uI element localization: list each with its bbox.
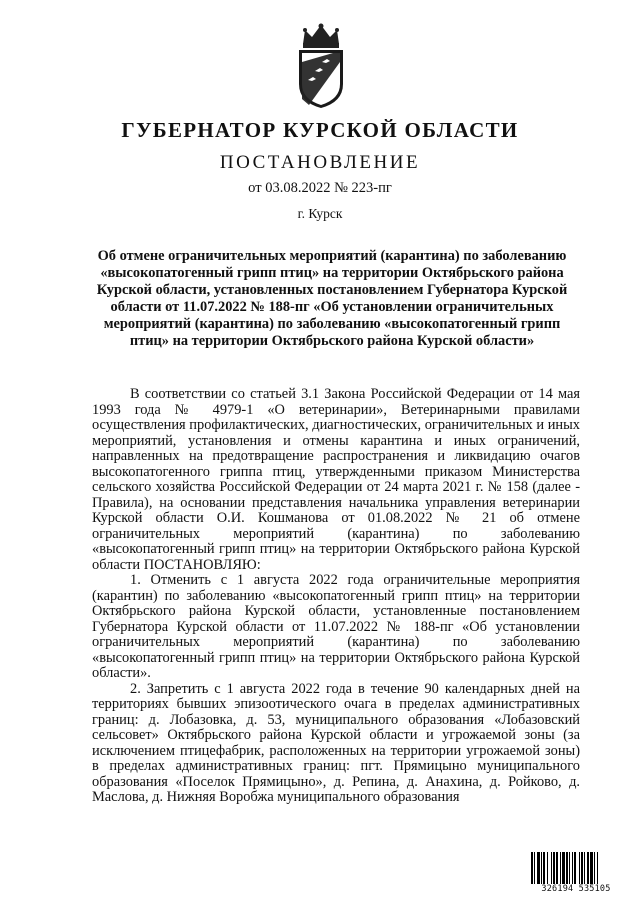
item-2-paragraph: 2. Запретить с 1 августа 2022 года в течение 90 календарных дней на территориях бывших эпизоотического очага в пределах административных границ: д. Лобазовка, д. 53, муниципального образования «Лобазовский сельсовет» Октябрьского района Курской области и угрожаемой зоны (за исключением птицефабрик, расположенных на территории угрожаемой зоны) в пределах административных границ: пгт. Прямицыно муниципального образования «Поселок Прямицыно», д. Репина, д. Анахина, д. Ройково, д. Маслова, д. Нижняя Воробжа муниципального образования — [92, 680, 580, 805]
governor-title: ГУБЕРНАТОР КУРСКОЙ ОБЛАСТИ — [121, 118, 519, 142]
coat-of-arms-emblem — [293, 22, 349, 110]
barcode — [530, 852, 622, 896]
date-and-number: от 03.08.2022 № 223-пг — [248, 180, 392, 196]
item-1-paragraph: 1. Отменить с 1 августа 2022 года ограничительные мероприятия (карантин) по заболеванию «высокопатогенный грипп птиц» на территории Октябрьского района Курской области, установленные постановлением Губернатора Курской области от 11.07.2022 № 188-пг «Об установлении ограничительных мероприятий (карантина) по заболеванию «высокопатогенный грипп птиц» на территории Октябрьского района Курской области». — [92, 572, 580, 681]
document-type: ПОСТАНОВЛЕНИЕ — [219, 152, 421, 173]
barcode-bars — [530, 852, 622, 884]
document-body — [92, 387, 580, 806]
barcode-number: 326194 535105 — [541, 884, 611, 894]
document-subject: Об отмене ограничительных мероприятий (карантина) по заболеванию «высокопатогенный грипп птиц» на территории Октябрьского района Курской области, установленных постановлением Губернатора Курской области от 11.07.2022 № 188-пг «Об установлении ограничительных мероприятий (карантина) по заболеванию «высокопатогенный грипп птиц» на территории Октябрьского района Курской области» — [96, 248, 568, 349]
city: г. Курск — [297, 206, 343, 221]
preamble-paragraph: В соответствии со статьей 3.1 Закона Российской Федерации от 14 мая 1993 года № 4979-1 «О ветеринарии», Ветеринарными правилами осуществления профилактических, диагностических, ограничительных и иных мероприятий, установления и отмены карантина и иных ограничений, направленных на предотвращение распространения и ликвидацию очагов высокопатогенного гриппа птиц, утвержденными приказом Министерства сельского хозяйства Российской Федерации от 24 марта 2021 г. № 158 (далее - Правила), на основании представления начальника управления ветеринарии Курской области О.И. Кошманова от 01.08.2022 № 21 об отмене ограничительных мероприятий (карантина) по заболеванию «высокопатогенный грипп птиц» на территории Октябрьского района Курской области ПОСТАНОВЛЯЮ: — [92, 386, 580, 573]
